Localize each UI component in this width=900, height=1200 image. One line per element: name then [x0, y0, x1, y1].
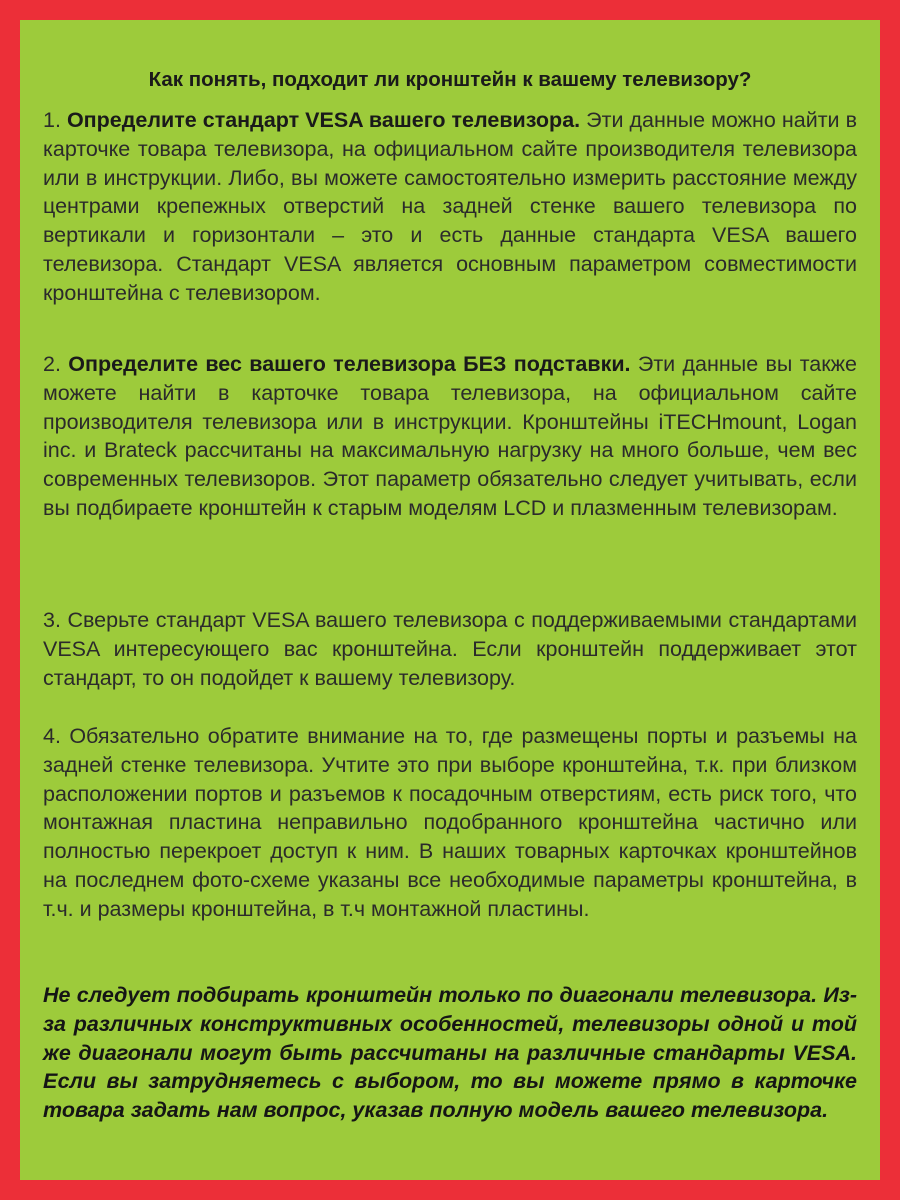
- content-panel: [20, 20, 880, 1180]
- step-1-heading: Определите стандарт VESA вашего телевизора.: [66, 108, 581, 132]
- step-4-paragraph: 4. Обязательно обратите внимание на то, где размещены порты и разъемы на задней стенке телевизора. Учтите это при выборе кронштейна, т.к. при близком расположении портов и разъемов к посадочным отверстиям, есть риск того, что монтажная пластина неправильно подобранного кронштейна частично или полностью перекроет доступ к ним. В наших товарных карточках кронштейнов на последнем фото-схеме указаны все необходимые параметры кронштейна, в т.ч. и размеры кронштейна, в т.ч монтажной пластины.: [43, 724, 857, 921]
- page-title: Как понять, подходит ли кронштейн к вашему телевизору?: [148, 68, 752, 91]
- step-2-heading: Определите вес вашего телевизора БЕЗ подставки.: [68, 352, 631, 376]
- step-1-number: 1.: [43, 108, 67, 132]
- step-2-number: 2.: [43, 352, 69, 376]
- step-2-text: Эти данные вы также можете найти в карточке товара телевизора, на официальном сайте производителя телевизора или в инструкции. Кронштейны iTECHmount, Logan inc. и Brateck рассчитаны на максимальную нагрузку на много больше, чем вес современных телевизоров. Этот параметр обязательно следует учитывать, если вы подбираете кронштейн к старым моделям LCD и плазменным телевизорам.: [43, 352, 858, 520]
- step-3-paragraph: 3. Сверьте стандарт VESA вашего телевизора с поддерживаемыми стандартами VESA интересующего вас кронштейна. Если кронштейн поддерживает этот стандарт, то он подойдет к вашему телевизору.: [43, 608, 857, 690]
- important-note: Не следует подбирать кронштейн только по диагонали телевизора. Из-за различных конструктивных особенностей, телевизоры одной и той же диагонали могут быть рассчитаны на различные стандарты VESA. Если вы затрудняетесь с выбором, то вы можете прямо в карточке товара задать нам вопрос, указав полную модель вашего телевизора.: [43, 983, 857, 1123]
- step-1-paragraph: [43, 106, 857, 308]
- step-2-paragraph: [43, 350, 857, 523]
- step-1-text: Эти данные можно найти в карточке товара телевизора, на официальном сайте производителя телевизора или в инструкции. Либо, вы можете самостоятельно измерить расстояние между центрами крепежных отверстий на задней стенке вашего телевизора по вертикали и горизонтали – это и есть данные стандарта VESA вашего телевизора. Стандарт VESA является основным параметром совместимости кронштейна с телевизором.: [43, 108, 858, 305]
